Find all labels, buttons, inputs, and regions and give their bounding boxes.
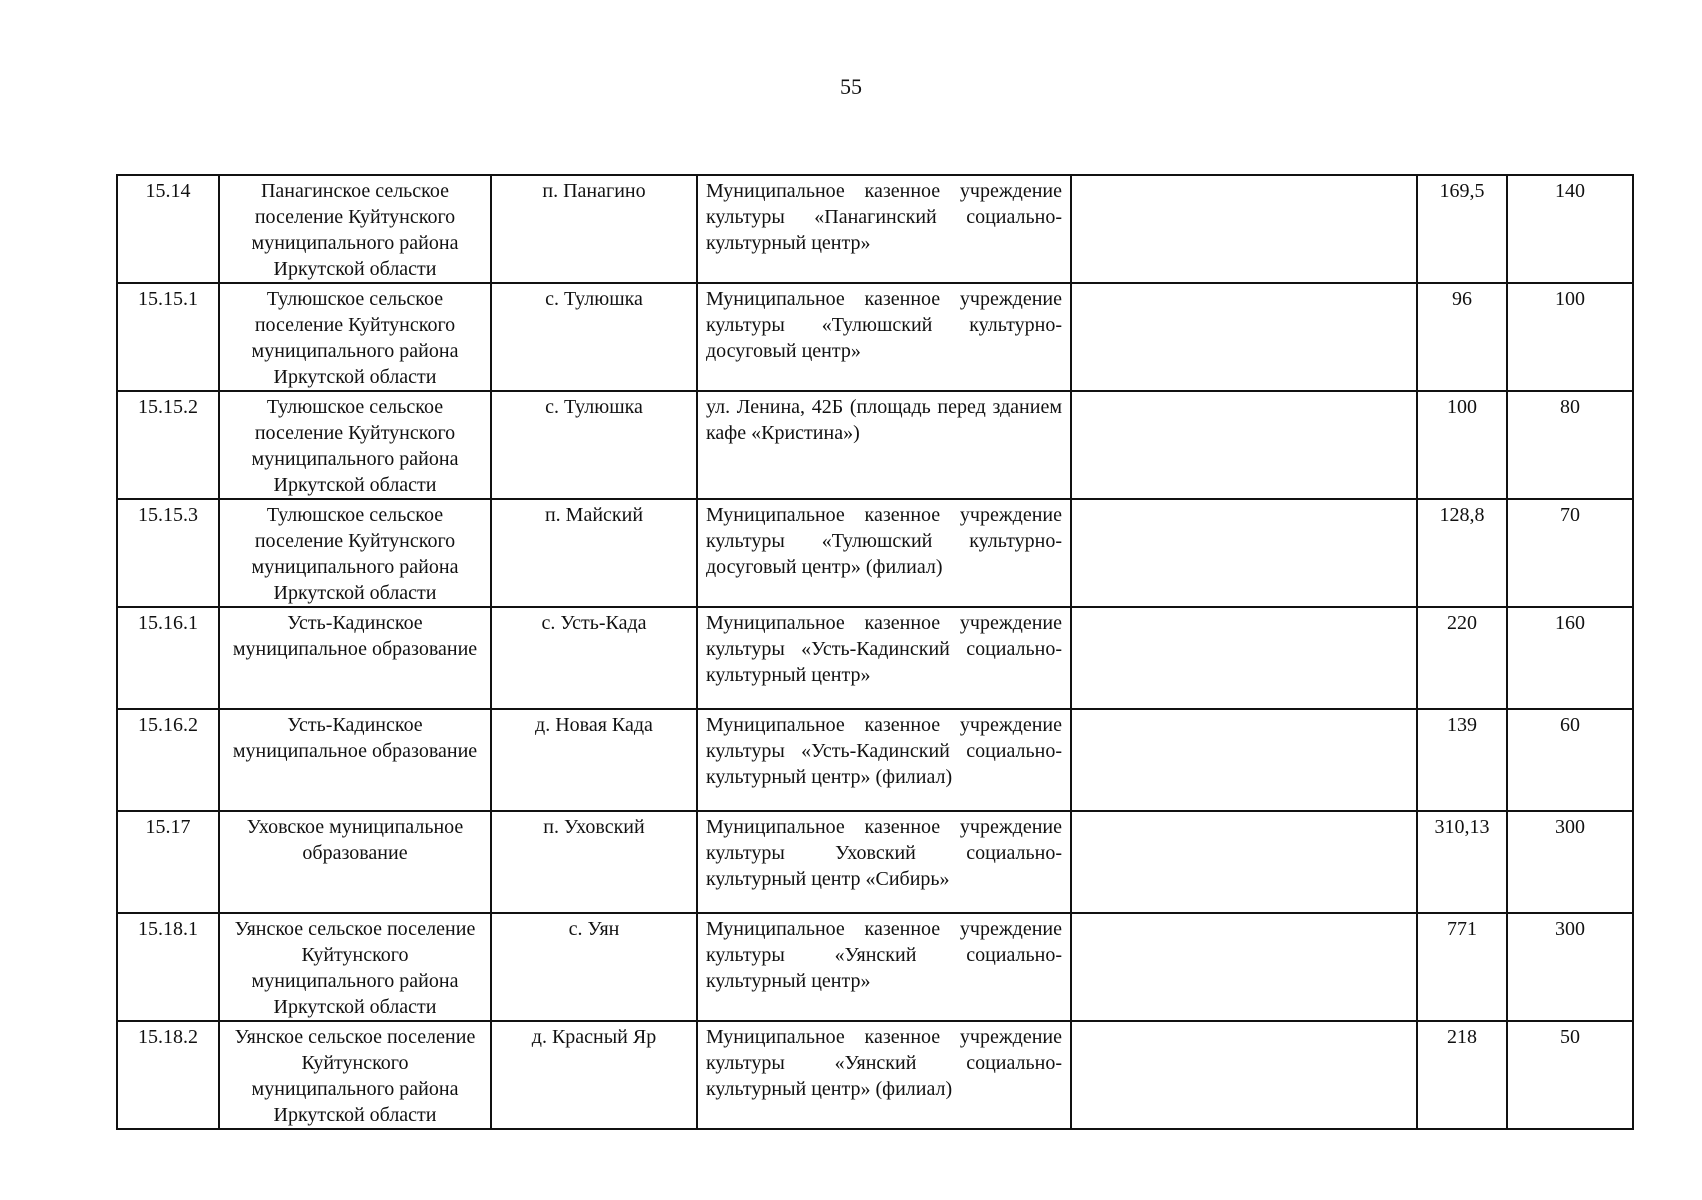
organization-cell: Тулюшское сельское поселение Куйтунского муниципального района Иркутской области	[219, 499, 491, 607]
empty-cell	[1071, 175, 1417, 283]
value-1-cell: 169,5	[1417, 175, 1507, 283]
description-cell: Муниципальное казенное учреждение культуры «Уянский социально-культурный центр» (филиал)	[697, 1021, 1071, 1129]
value-2-cell: 140	[1507, 175, 1633, 283]
value-2-cell: 300	[1507, 913, 1633, 1021]
empty-cell	[1071, 607, 1417, 709]
settlement-cell: с. Усть-Када	[491, 607, 697, 709]
organization-cell: Уянское сельское поселение Куйтунского муниципального района Иркутской области	[219, 1021, 491, 1129]
description-cell: Муниципальное казенное учреждение культуры «Усть-Кадинский социально-культурный центр»	[697, 607, 1071, 709]
row-number-cell: 15.15.3	[117, 499, 219, 607]
table-row	[117, 499, 1633, 607]
row-number-cell: 15.16.2	[117, 709, 219, 811]
description-cell: Муниципальное казенное учреждение культуры «Тулюшский культурно-досуговый центр» (филиал)	[697, 499, 1071, 607]
organization-cell: Усть-Кадинское муниципальное образование	[219, 709, 491, 811]
description-cell: Муниципальное казенное учреждение культуры «Тулюшский культурно-досуговый центр»	[697, 283, 1071, 391]
table-body	[117, 175, 1633, 1129]
empty-cell	[1071, 913, 1417, 1021]
value-1-cell: 128,8	[1417, 499, 1507, 607]
table-row	[117, 709, 1633, 811]
row-number-cell: 15.17	[117, 811, 219, 913]
table-row	[117, 607, 1633, 709]
row-number-cell: 15.18.2	[117, 1021, 219, 1129]
settlement-cell: п. Уховский	[491, 811, 697, 913]
organization-cell: Усть-Кадинское муниципальное образование	[219, 607, 491, 709]
organization-cell: Тулюшское сельское поселение Куйтунского муниципального района Иркутской области	[219, 283, 491, 391]
page-number: 55	[840, 74, 862, 99]
organization-cell: Тулюшское сельское поселение Куйтунского муниципального района Иркутской области	[219, 391, 491, 499]
value-1-cell: 220	[1417, 607, 1507, 709]
row-number-cell: 15.15.2	[117, 391, 219, 499]
empty-cell	[1071, 499, 1417, 607]
organization-cell: Уховское муниципальное образование	[219, 811, 491, 913]
value-2-cell: 80	[1507, 391, 1633, 499]
value-1-cell: 218	[1417, 1021, 1507, 1129]
row-number-cell: 15.16.1	[117, 607, 219, 709]
settlement-cell: п. Панагино	[491, 175, 697, 283]
settlement-cell: д. Новая Када	[491, 709, 697, 811]
settlement-cell: п. Майский	[491, 499, 697, 607]
empty-cell	[1071, 811, 1417, 913]
value-1-cell: 771	[1417, 913, 1507, 1021]
value-2-cell: 50	[1507, 1021, 1633, 1129]
description-cell: Муниципальное казенное учреждение культуры «Уянский социально-культурный центр»	[697, 913, 1071, 1021]
value-1-cell: 100	[1417, 391, 1507, 499]
value-2-cell: 160	[1507, 607, 1633, 709]
table-row	[117, 175, 1633, 283]
value-1-cell: 96	[1417, 283, 1507, 391]
value-1-cell: 139	[1417, 709, 1507, 811]
organization-cell: Уянское сельское поселение Куйтунского муниципального района Иркутской области	[219, 913, 491, 1021]
value-2-cell: 60	[1507, 709, 1633, 811]
value-2-cell: 300	[1507, 811, 1633, 913]
value-1-cell: 310,13	[1417, 811, 1507, 913]
description-cell: Муниципальное казенное учреждение культуры Уховский социально-культурный центр «Сибирь»	[697, 811, 1071, 913]
settlement-cell: д. Красный Яр	[491, 1021, 697, 1129]
document-table	[116, 174, 1634, 1130]
table-row	[117, 913, 1633, 1021]
organization-cell: Панагинское сельское поселение Куйтунского муниципального района Иркутской области	[219, 175, 491, 283]
description-cell: Муниципальное казенное учреждение культуры «Усть-Кадинский социально-культурный центр» (филиал)	[697, 709, 1071, 811]
settlement-cell: с. Уян	[491, 913, 697, 1021]
row-number-cell: 15.14	[117, 175, 219, 283]
table-row	[117, 811, 1633, 913]
description-cell: Муниципальное казенное учреждение культуры «Панагинский социально-культурный центр»	[697, 175, 1071, 283]
settlement-cell: с. Тулюшка	[491, 283, 697, 391]
empty-cell	[1071, 1021, 1417, 1129]
row-number-cell: 15.15.1	[117, 283, 219, 391]
empty-cell	[1071, 709, 1417, 811]
value-2-cell: 100	[1507, 283, 1633, 391]
table-row	[117, 391, 1633, 499]
empty-cell	[1071, 391, 1417, 499]
table-row	[117, 283, 1633, 391]
row-number-cell: 15.18.1	[117, 913, 219, 1021]
empty-cell	[1071, 283, 1417, 391]
table-row	[117, 1021, 1633, 1129]
settlement-cell: с. Тулюшка	[491, 391, 697, 499]
description-cell: ул. Ленина, 42Б (площадь перед зданием кафе «Кристина»)	[697, 391, 1071, 499]
value-2-cell: 70	[1507, 499, 1633, 607]
